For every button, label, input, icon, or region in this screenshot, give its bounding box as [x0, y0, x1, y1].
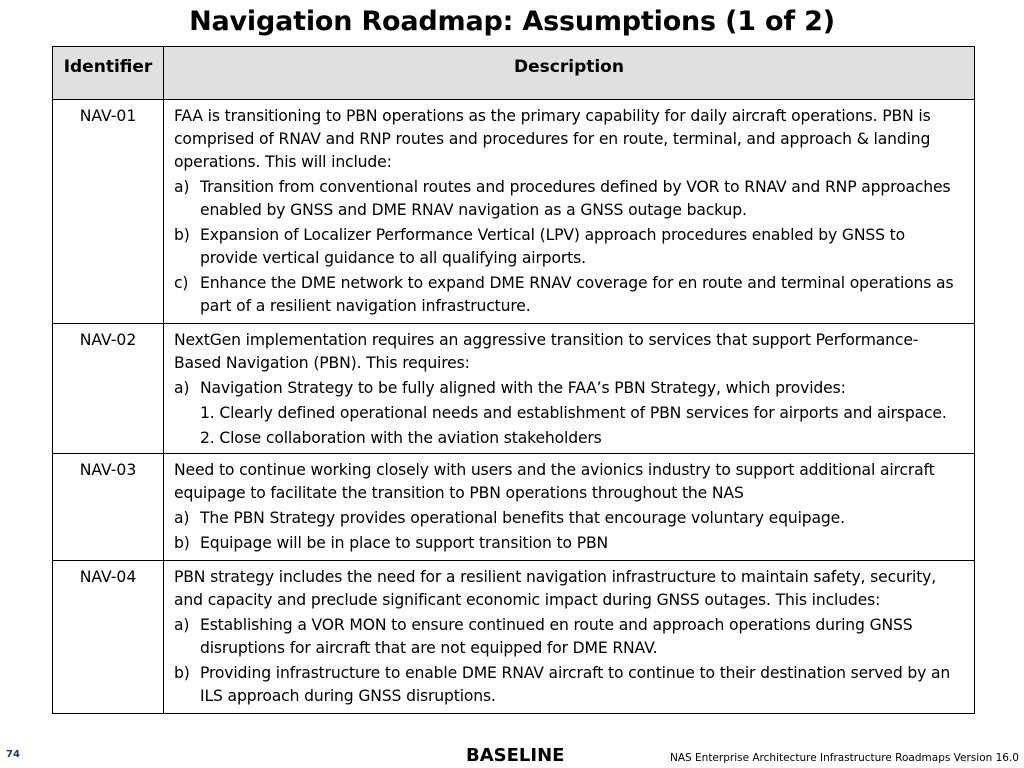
list-item — [174, 224, 964, 270]
list-item-text: Providing infrastructure to enable DME RNAV aircraft to continue to their destination served by an ILS approach during GNSS disruptions. — [200, 664, 951, 705]
list-item — [174, 507, 964, 530]
row-identifier: NAV-04 — [53, 561, 164, 714]
table-header-row — [53, 47, 975, 100]
list-item — [174, 614, 964, 660]
table-row — [53, 454, 975, 561]
row-identifier: NAV-03 — [53, 454, 164, 561]
row-identifier: NAV-01 — [53, 100, 164, 324]
list-marker: a) — [174, 379, 190, 397]
row-intro: PBN strategy includes the need for a resilient navigation infrastructure to maintain safety, security, and capacity and preclude significant economic impact during GNSS outages. This includes: — [174, 568, 937, 609]
row-intro: NextGen implementation requires an aggressive transition to services that support Performance-Based Navigation (PBN). This requires: — [174, 331, 919, 372]
list-item-text: The PBN Strategy provides operational benefits that encourage voluntary equipage. — [200, 509, 845, 527]
list-item — [174, 532, 964, 555]
list-item — [174, 176, 964, 222]
row-description — [164, 454, 975, 561]
list-item-text: Expansion of Localizer Performance Vertical (LPV) approach procedures enabled by GNSS to provide vertical guidance to all qualifying airports. — [200, 226, 906, 267]
list-marker: a) — [174, 616, 190, 634]
table-row — [53, 324, 975, 454]
list-item-text: Establishing a VOR MON to ensure continued en route and approach operations during GNSS disruptions for aircraft that are not equipped for DME RNAV. — [200, 616, 913, 657]
description-header: Description — [164, 47, 975, 100]
row-description — [164, 100, 975, 324]
sub-item: 1. Clearly defined operational needs and establishment of PBN services for airports and airspace. — [200, 404, 947, 422]
row-list — [174, 377, 964, 400]
row-list — [174, 614, 964, 708]
row-intro: Need to continue working closely with users and the avionics industry to support additional aircraft equipage to facilitate the transition to PBN operations throughout the NAS — [174, 461, 935, 502]
list-item-text: Navigation Strategy to be fully aligned with the FAA’s PBN Strategy, which provides: — [200, 379, 846, 397]
identifier-header: Identifier — [53, 47, 164, 100]
list-item-text: Enhance the DME network to expand DME RNAV coverage for en route and terminal operations as part of a resilient navigation infrastructure. — [200, 274, 954, 315]
row-list — [174, 507, 964, 555]
table-row — [53, 561, 975, 714]
page-number: 74 — [6, 749, 20, 760]
list-marker: b) — [174, 226, 190, 244]
row-identifier: NAV-02 — [53, 324, 164, 454]
list-item-text: Transition from conventional routes and procedures defined by VOR to RNAV and RNP approaches enabled by GNSS and DME RNAV navigation as a GNSS outage backup. — [200, 178, 951, 219]
sub-item: 2. Close collaboration with the aviation stakeholders — [200, 429, 602, 447]
document-source: NAS Enterprise Architecture Infrastructure Roadmaps Version 16.0 — [669, 752, 1019, 764]
list-marker: a) — [174, 509, 190, 527]
page-title: Navigation Roadmap: Assumptions (1 of 2) — [189, 6, 835, 37]
table-row — [53, 100, 975, 324]
row-intro: FAA is transitioning to PBN operations as the primary capability for daily aircraft operations. PBN is comprised of RNAV and RNP routes and procedures for en route, terminal, and approach & landing operations. This will include: — [174, 107, 931, 171]
row-description — [164, 324, 975, 454]
list-item — [174, 272, 964, 318]
list-marker: a) — [174, 178, 190, 196]
list-marker: b) — [174, 664, 190, 682]
assumptions-table — [52, 46, 975, 714]
list-marker: b) — [174, 534, 190, 552]
list-item — [174, 662, 964, 708]
row-description — [164, 561, 975, 714]
list-item-text: Equipage will be in place to support transition to PBN — [200, 534, 609, 552]
list-marker: c) — [174, 274, 189, 292]
baseline-label: BASELINE — [466, 745, 565, 766]
row-list — [174, 176, 964, 318]
list-item — [174, 377, 964, 400]
